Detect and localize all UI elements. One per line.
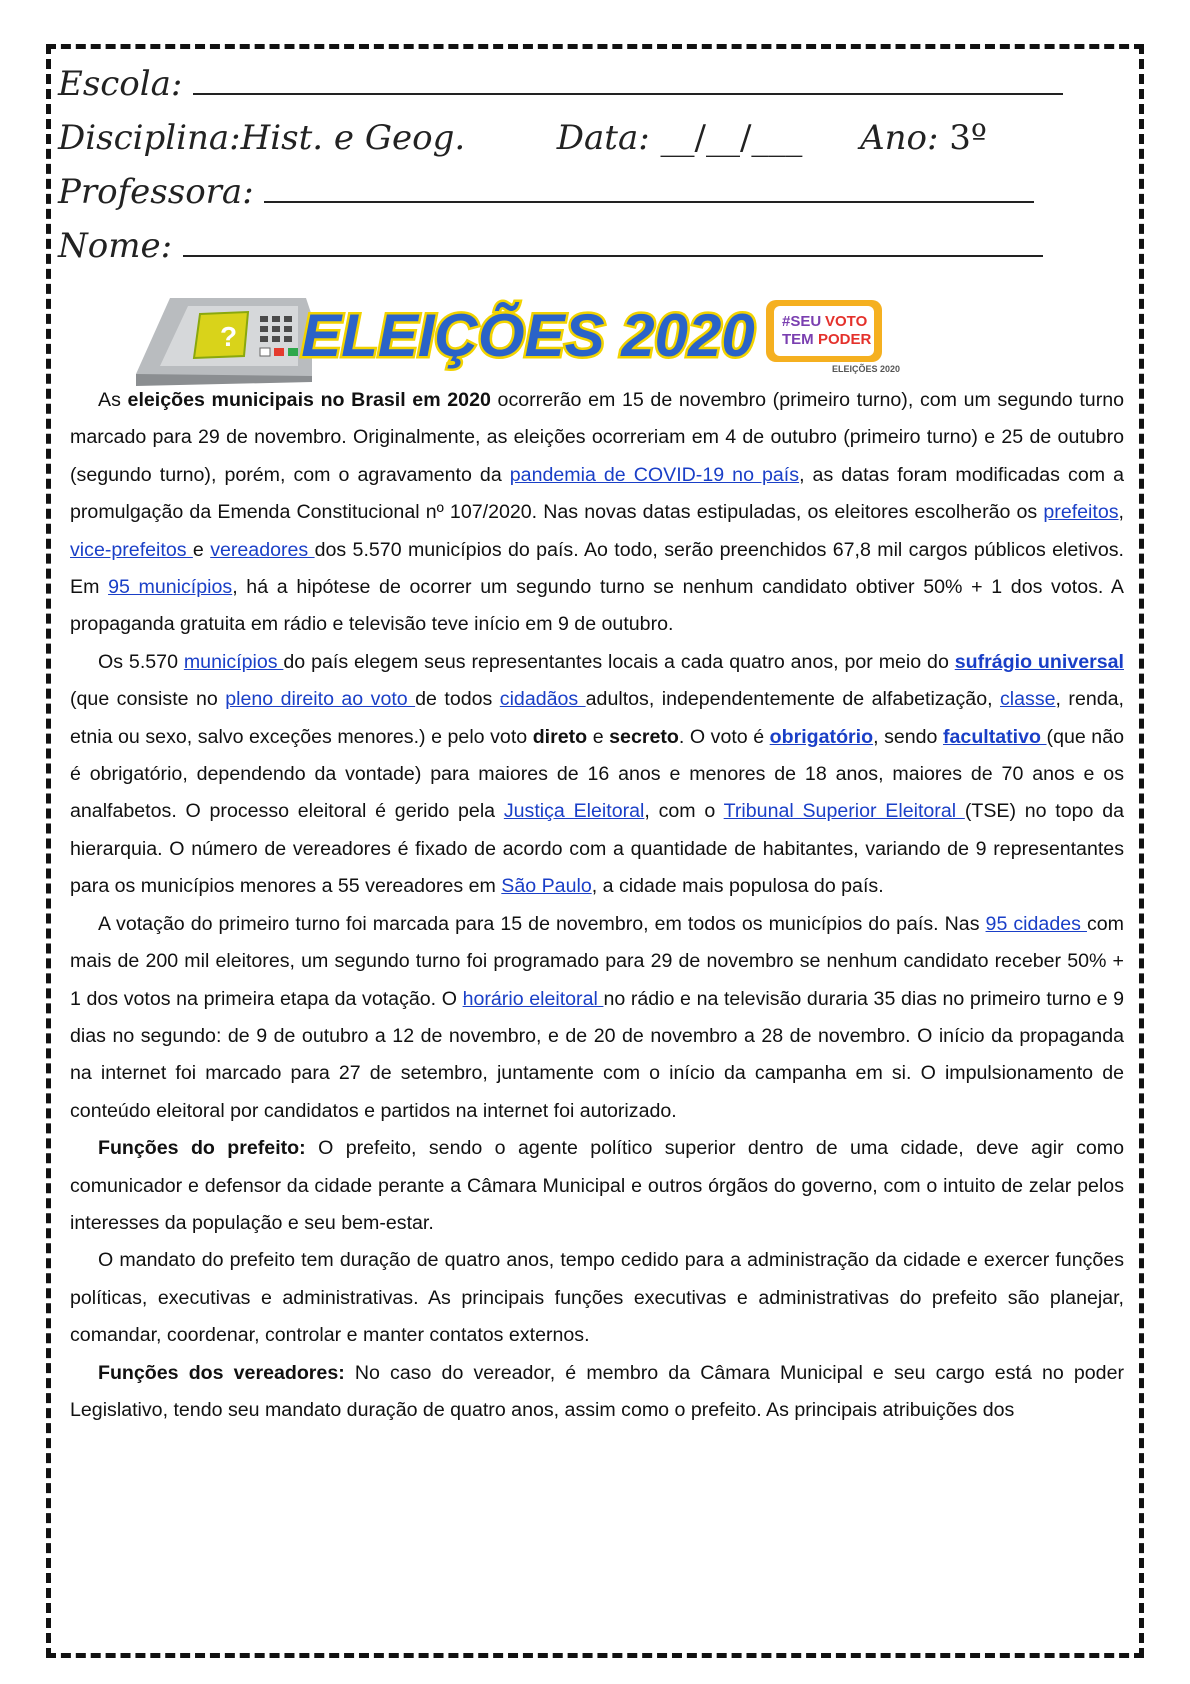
link-municipios[interactable]: municípios <box>183 650 284 673</box>
text: O mandato do prefeito tem duração de quatro anos, tempo cedido para a administração da cidade e exercer funções políticas, executivas e administrativas. As principais funções executivas e administrativas do prefeito são planejar, comandar, coordenar, controlar e manter contatos externos. <box>70 1249 1124 1347</box>
link-facultativo[interactable]: facultativo <box>943 725 1047 748</box>
paragraph-1 <box>70 382 1124 644</box>
professora-blank-line <box>264 199 1034 203</box>
text: do país elegem seus representantes locais a cada quatro anos, por meio do <box>283 650 955 673</box>
text: No caso do vereador, é membro da Câmara Municipal e seu cargo está no poder Legislativo, tendo seu mandato duração de quatro anos, assim como o prefeito. As principais atribuições dos <box>70 1361 1124 1421</box>
data-label: Data: <box>556 118 650 158</box>
text: com mais de 200 mil eleitores, um segundo turno foi programado para 29 de novembro se nenhum candidato receber 50% + 1 dos votos na primeira etapa da votação. O <box>70 912 1124 1010</box>
escola-field <box>58 64 1063 104</box>
link-95-cidades[interactable]: 95 cidades <box>985 912 1087 935</box>
seu-voto-tem-poder-logo <box>766 300 900 374</box>
paragraph-3 <box>70 906 1124 1130</box>
disciplina-value: Hist. e Geog. <box>240 118 466 158</box>
bold-text: eleições municipais no Brasil em 2020 <box>127 389 491 411</box>
banner-title: ELEIÇÕES 2020 <box>301 302 755 369</box>
nome-label: Nome: <box>58 226 173 266</box>
link-95-municipios[interactable]: 95 municípios <box>108 576 233 599</box>
link-horario-eleitoral[interactable]: horário eleitoral <box>462 987 604 1010</box>
text: , <box>1118 501 1124 524</box>
link-pleno-direito-voto[interactable]: pleno direito ao voto <box>225 688 416 711</box>
badge-seu: #SEU <box>782 313 822 330</box>
nome-blank-line <box>183 253 1043 257</box>
text: , com o <box>644 800 724 823</box>
elections-banner <box>136 286 956 386</box>
text: , sendo <box>873 725 943 748</box>
link-classe[interactable]: classe <box>999 688 1056 711</box>
bold-text: secreto <box>609 725 679 748</box>
text: , renda, etnia ou sexo, salvo exceções menores.) e pelo voto <box>70 688 1124 748</box>
ano-label: Ano: <box>860 118 939 158</box>
bold-text: direto <box>532 725 588 748</box>
badge-tem: TEM <box>782 331 814 348</box>
ballot-box-icon <box>136 298 312 386</box>
article-body <box>70 382 1124 1429</box>
link-sufragio-universal[interactable]: sufrágio universal <box>954 650 1124 673</box>
link-pandemia[interactable]: pandemia de COVID-19 no país <box>509 463 800 486</box>
text: (TSE) no topo da hierarquia. O número de vereadores é fixado de acordo com a quantidade de habitantes, variando de 9 representantes para os municípios menores a 55 vereadores em <box>70 800 1124 898</box>
escola-blank-line <box>193 91 1063 95</box>
text: adultos, independentemente de alfabetização, <box>585 688 1000 711</box>
badge-poder: PODER <box>818 331 872 348</box>
text: e <box>587 725 610 748</box>
link-obrigatorio[interactable]: obrigatório <box>769 725 874 748</box>
text: (que não é obrigatório, dependendo da vontade) para maiores de 16 anos e menores de 18 anos, maiores de 70 anos e os analfabetos. O processo eleitoral é gerido pela <box>70 725 1124 823</box>
link-vice-prefeitos[interactable]: vice-prefeitos <box>70 538 193 561</box>
text: , a cidade mais populosa do país. <box>591 875 884 898</box>
link-cidadaos[interactable]: cidadãos <box>499 688 586 711</box>
text: ocorrerão em 15 de novembro (primeiro turno), com um segundo turno marcado para 29 de novembro. Originalmente, as eleições ocorreriam em 4 de outubro (primeiro turno) e 25 de outubro (segundo turno), porém, com o agravamento da <box>70 389 1125 486</box>
link-justica-eleitoral[interactable]: Justiça Eleitoral <box>503 800 645 823</box>
bold-heading: Funções do prefeito: <box>98 1137 306 1160</box>
text: , as datas foram modificadas com a promulgação da Emenda Constitucional nº 107/2020. Nas novas datas estipuladas, os eleitores escolherão os <box>70 463 1125 524</box>
text: no rádio e na televisão duraria 35 dias no primeiro turno e 9 dias no segundo: de 9 de outubro a 12 de novembro, e de 20 de novembro a 28 de novembro. O início da propaganda na internet foi marcado para 27 de setembro, juntamente com o início da campanha em si. O impulsionamento de conteúdo eleitoral por candidatos e partidos na internet foi autorizado. <box>70 987 1125 1122</box>
paragraph-6 <box>70 1355 1124 1430</box>
professora-field <box>58 172 1034 212</box>
data-value: __/__/___ <box>660 118 803 158</box>
text: , há a hipótese de ocorrer um segundo turno se nenhum candidato obtiver 50% + 1 dos votos. A propaganda gratuita em rádio e televisão teve início em 9 de outubro. <box>70 576 1124 636</box>
text: A votação do primeiro turno foi marcada para 15 de novembro, em todos os municípios do país. Nas <box>98 912 986 935</box>
disciplina-label: Disciplina: <box>58 118 241 158</box>
bold-heading: Funções dos vereadores: <box>98 1361 345 1384</box>
disciplina-row <box>58 118 987 158</box>
text: As <box>98 389 128 411</box>
link-vereadores[interactable]: vereadores <box>210 538 315 561</box>
paragraph-5 <box>70 1242 1124 1354</box>
link-tse[interactable]: Tribunal Superior Eleitoral <box>723 800 965 823</box>
paragraph-2 <box>70 644 1124 906</box>
text: Os 5.570 <box>98 650 184 673</box>
ballot-question-mark: ? <box>220 321 238 352</box>
nome-field <box>58 226 1043 266</box>
text: dos 5.570 municípios do país. Ao todo, serão preenchidos 67,8 mil cargos públicos eletivos. Em <box>70 538 1124 599</box>
text: e <box>192 538 211 561</box>
badge-voto: VOTO <box>825 313 868 330</box>
paragraph-4 <box>70 1130 1124 1242</box>
text: (que consiste no <box>70 688 226 711</box>
professora-label: Professora: <box>58 172 254 212</box>
text: . O voto é <box>678 725 770 748</box>
link-prefeitos[interactable]: prefeitos <box>1043 501 1119 524</box>
escola-label: Escola: <box>58 64 183 104</box>
ano-value: 3º <box>949 118 987 158</box>
link-sao-paulo[interactable]: São Paulo <box>501 875 592 898</box>
badge-sub: ELEIÇÕES 2020 <box>832 364 901 374</box>
text: de todos <box>415 688 500 711</box>
text: O prefeito, sendo o agente político superior dentro de uma cidade, deve agir como comunicador e defensor da cidade perante a Câmara Municipal e outros órgãos do governo, com o intuito de zelar pelos interesses da população e seu bem-estar. <box>70 1137 1124 1234</box>
